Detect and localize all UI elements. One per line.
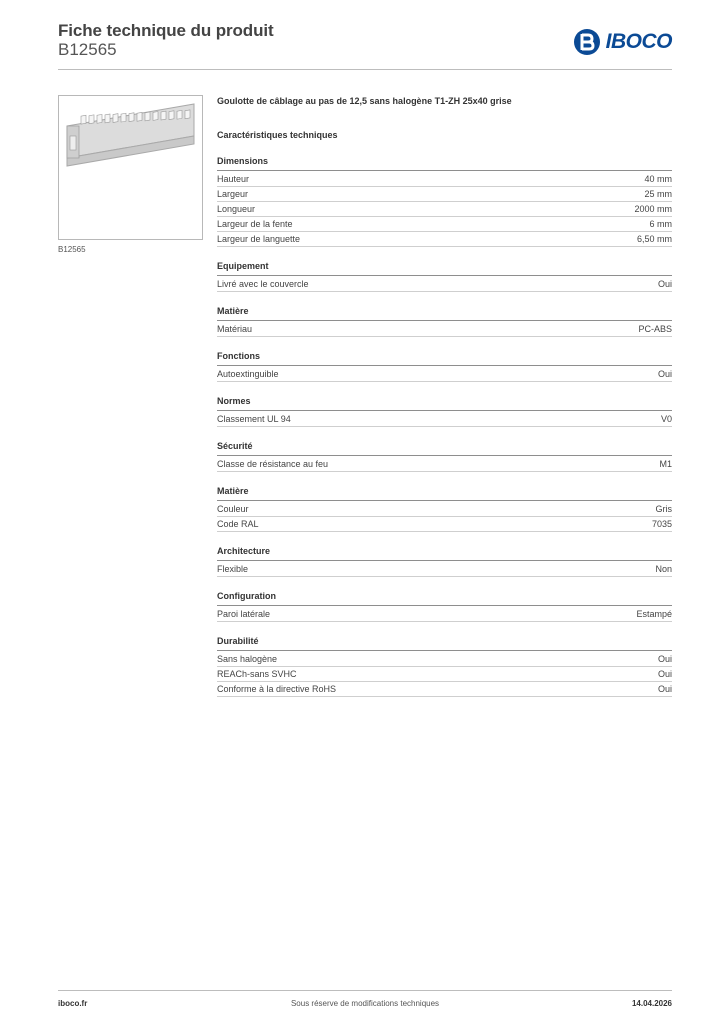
spec-row (217, 217, 672, 232)
spec-section (217, 306, 672, 337)
spec-value: 6,50 mm (636, 234, 672, 244)
spec-label: Autoextinguible (217, 369, 279, 379)
spec-section (217, 156, 672, 247)
technical-characteristics-title: Caractéristiques techniques (217, 130, 338, 140)
spec-row (217, 367, 672, 382)
spec-row (217, 562, 672, 577)
spec-value: Oui (657, 279, 672, 289)
document-title: Fiche technique du produit (58, 21, 274, 40)
spec-value: Oui (657, 654, 672, 664)
spec-section-title: Matière (217, 486, 672, 501)
spec-section-title: Durabilité (217, 636, 672, 651)
spec-section (217, 351, 672, 382)
spec-value: Estampé (636, 609, 672, 619)
page-footer (58, 990, 672, 1011)
product-code: B12565 (58, 40, 117, 59)
spec-value: Oui (657, 669, 672, 679)
spec-value: M1 (659, 459, 672, 469)
spec-section (217, 486, 672, 532)
spec-value: 6 mm (649, 219, 672, 229)
spec-row (217, 667, 672, 682)
spec-label: REACh-sans SVHC (217, 669, 297, 679)
footer-date: 14.04.2026 (631, 999, 672, 1008)
spec-value: PC-ABS (638, 324, 672, 334)
spec-row (217, 202, 672, 217)
spec-value: Gris (655, 504, 672, 514)
spec-section-title: Dimensions (217, 156, 672, 171)
spec-section (217, 261, 672, 292)
spec-section-title: Matière (217, 306, 672, 321)
spec-value: Oui (657, 684, 672, 694)
spec-value: 40 mm (644, 174, 672, 184)
product-image (58, 95, 203, 240)
spec-section-title: Configuration (217, 591, 672, 606)
brand-logo (573, 27, 672, 57)
spec-row (217, 187, 672, 202)
spec-row (217, 457, 672, 472)
spec-label: Hauteur (217, 174, 250, 184)
spec-label: Largeur de la fente (217, 219, 293, 229)
spec-value: 2000 mm (634, 204, 672, 214)
spec-value: Oui (657, 369, 672, 379)
spec-row (217, 232, 672, 247)
iboco-logo-icon (573, 28, 601, 56)
spec-value: Non (655, 564, 672, 574)
spec-label: Conforme à la directive RoHS (217, 684, 337, 694)
spec-section (217, 591, 672, 622)
spec-label: Couleur (217, 504, 249, 514)
spec-label: Matériau (217, 324, 253, 334)
spec-label: Largeur de languette (217, 234, 301, 244)
spec-section-title: Sécurité (217, 441, 672, 456)
spec-label: Livré avec le couvercle (217, 279, 309, 289)
image-caption: B12565 (58, 245, 86, 254)
spec-row (217, 322, 672, 337)
spec-row (217, 682, 672, 697)
spec-row (217, 412, 672, 427)
spec-value: 25 mm (644, 189, 672, 199)
specifications-panel (217, 96, 672, 697)
spec-label: Classement UL 94 (217, 414, 291, 424)
spec-label: Longueur (217, 204, 256, 214)
spec-section (217, 396, 672, 427)
spec-row (217, 652, 672, 667)
spec-label: Flexible (217, 564, 249, 574)
spec-section-title: Architecture (217, 546, 672, 561)
spec-section (217, 546, 672, 577)
spec-section (217, 636, 672, 697)
footer-website: iboco.fr (58, 999, 88, 1008)
page-header (58, 21, 672, 70)
spec-section (217, 441, 672, 472)
spec-row (217, 517, 672, 532)
spec-sections (217, 156, 672, 697)
spec-section-title: Normes (217, 396, 672, 411)
product-name: Goulotte de câblage au pas de 12,5 sans halogène T1-ZH 25x40 grise (217, 96, 512, 106)
brand-logo-text: IBOCO (605, 30, 672, 53)
spec-row (217, 277, 672, 292)
spec-section-title: Equipement (217, 261, 672, 276)
spec-row (217, 607, 672, 622)
spec-row (217, 502, 672, 517)
spec-label: Largeur (217, 189, 249, 199)
spec-label: Code RAL (217, 519, 259, 529)
spec-label: Sans halogène (217, 654, 278, 664)
spec-value: 7035 (651, 519, 672, 529)
spec-label: Classe de résistance au feu (217, 459, 329, 469)
spec-section-title: Fonctions (217, 351, 672, 366)
cable-duct-illustration (59, 96, 202, 239)
spec-value: V0 (660, 414, 672, 424)
spec-row (217, 172, 672, 187)
spec-label: Paroi latérale (217, 609, 271, 619)
footer-notice: Sous réserve de modifications techniques (290, 999, 440, 1008)
